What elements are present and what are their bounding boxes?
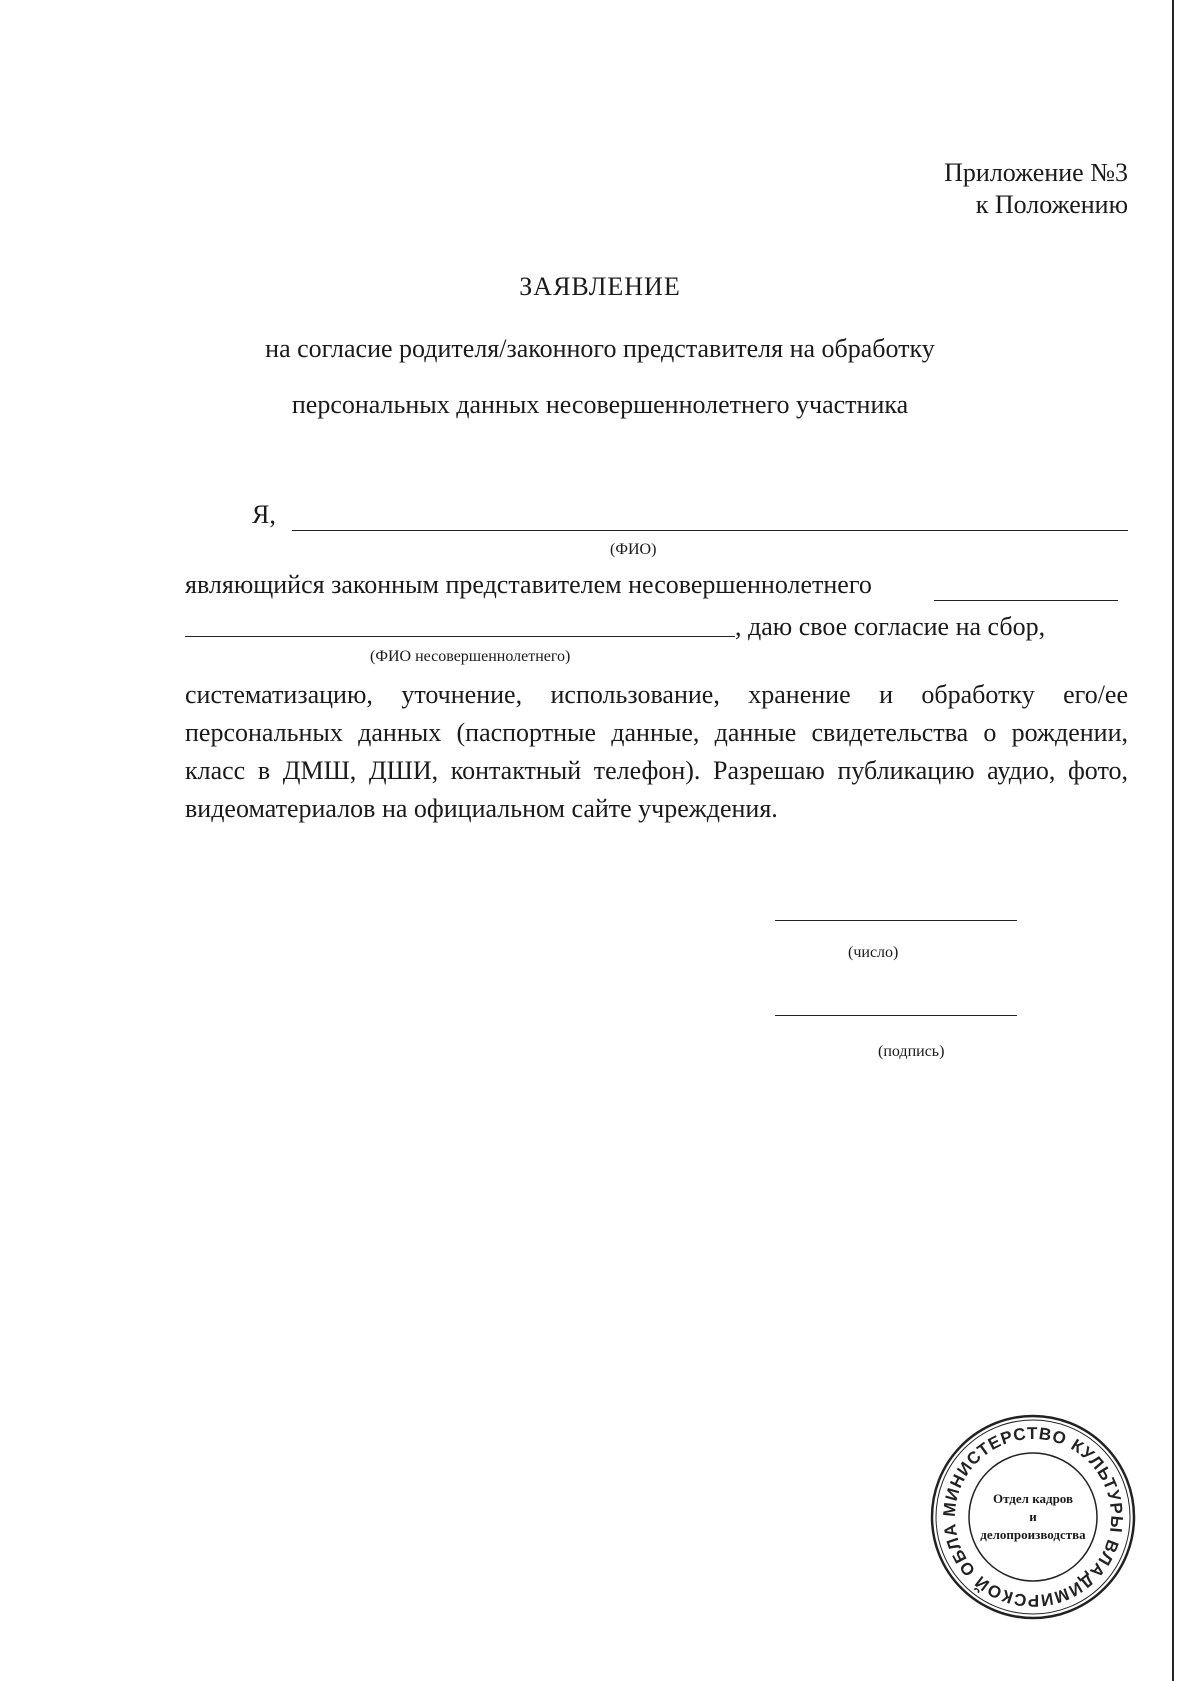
consent-text: , даю свое согласие на сбор, <box>735 612 1046 641</box>
consent-paragraph: систематизацию, уточнение, использование, хранение и обработку его/ее персональных данных (паспортные данные, данные свидетельства о рождении, класс в ДМШ, ДШИ, контактный телефон). Разрешаю публикацию аудио, фото, видеоматериалов на официальном сайте учреждения. <box>185 680 1128 823</box>
page-edge-line <box>1172 0 1174 1681</box>
official-stamp <box>928 1412 1138 1622</box>
stamp-center-line-2: и <box>1029 1509 1037 1524</box>
i-label: Я, <box>252 500 276 529</box>
stamp-ring-text: МИНИСТЕРСТВО КУЛЬТУРЫ ВЛАДИМИРСКОЙ ОБЛА <box>939 1423 1127 1611</box>
subtitle-line-1: на согласие родителя/законного представителя на обработку <box>265 334 935 363</box>
stamp-center-line-3: делопроизводства <box>980 1527 1086 1542</box>
appendix-reference: к Положению <box>975 190 1128 219</box>
subtitle-line-2: персональных данных несовершеннолетнего участника <box>291 390 909 419</box>
appendix-number: Приложение №3 <box>944 158 1128 187</box>
minor-fio-blank-line-1[interactable] <box>934 600 1118 601</box>
fio-blank-line[interactable] <box>292 530 1128 531</box>
date-blank-line[interactable] <box>775 920 1017 921</box>
signature-caption: (подпись) <box>878 1043 945 1060</box>
signature-blank-line[interactable] <box>775 1015 1017 1016</box>
fio-caption: (ФИО) <box>610 541 657 558</box>
stamp-center-line-1: Отдел кадров <box>992 1491 1073 1506</box>
stamp-center-text <box>970 1490 1096 1544</box>
date-caption: (число) <box>848 944 899 961</box>
minor-fio-blank-line-2[interactable] <box>185 636 735 637</box>
document-title: ЗАЯВЛЕНИЕ <box>519 272 681 301</box>
minor-fio-caption: (ФИО несовершеннолетнего) <box>370 648 571 665</box>
representative-text: являющийся законным представителем несовершеннолетнего <box>185 570 872 599</box>
